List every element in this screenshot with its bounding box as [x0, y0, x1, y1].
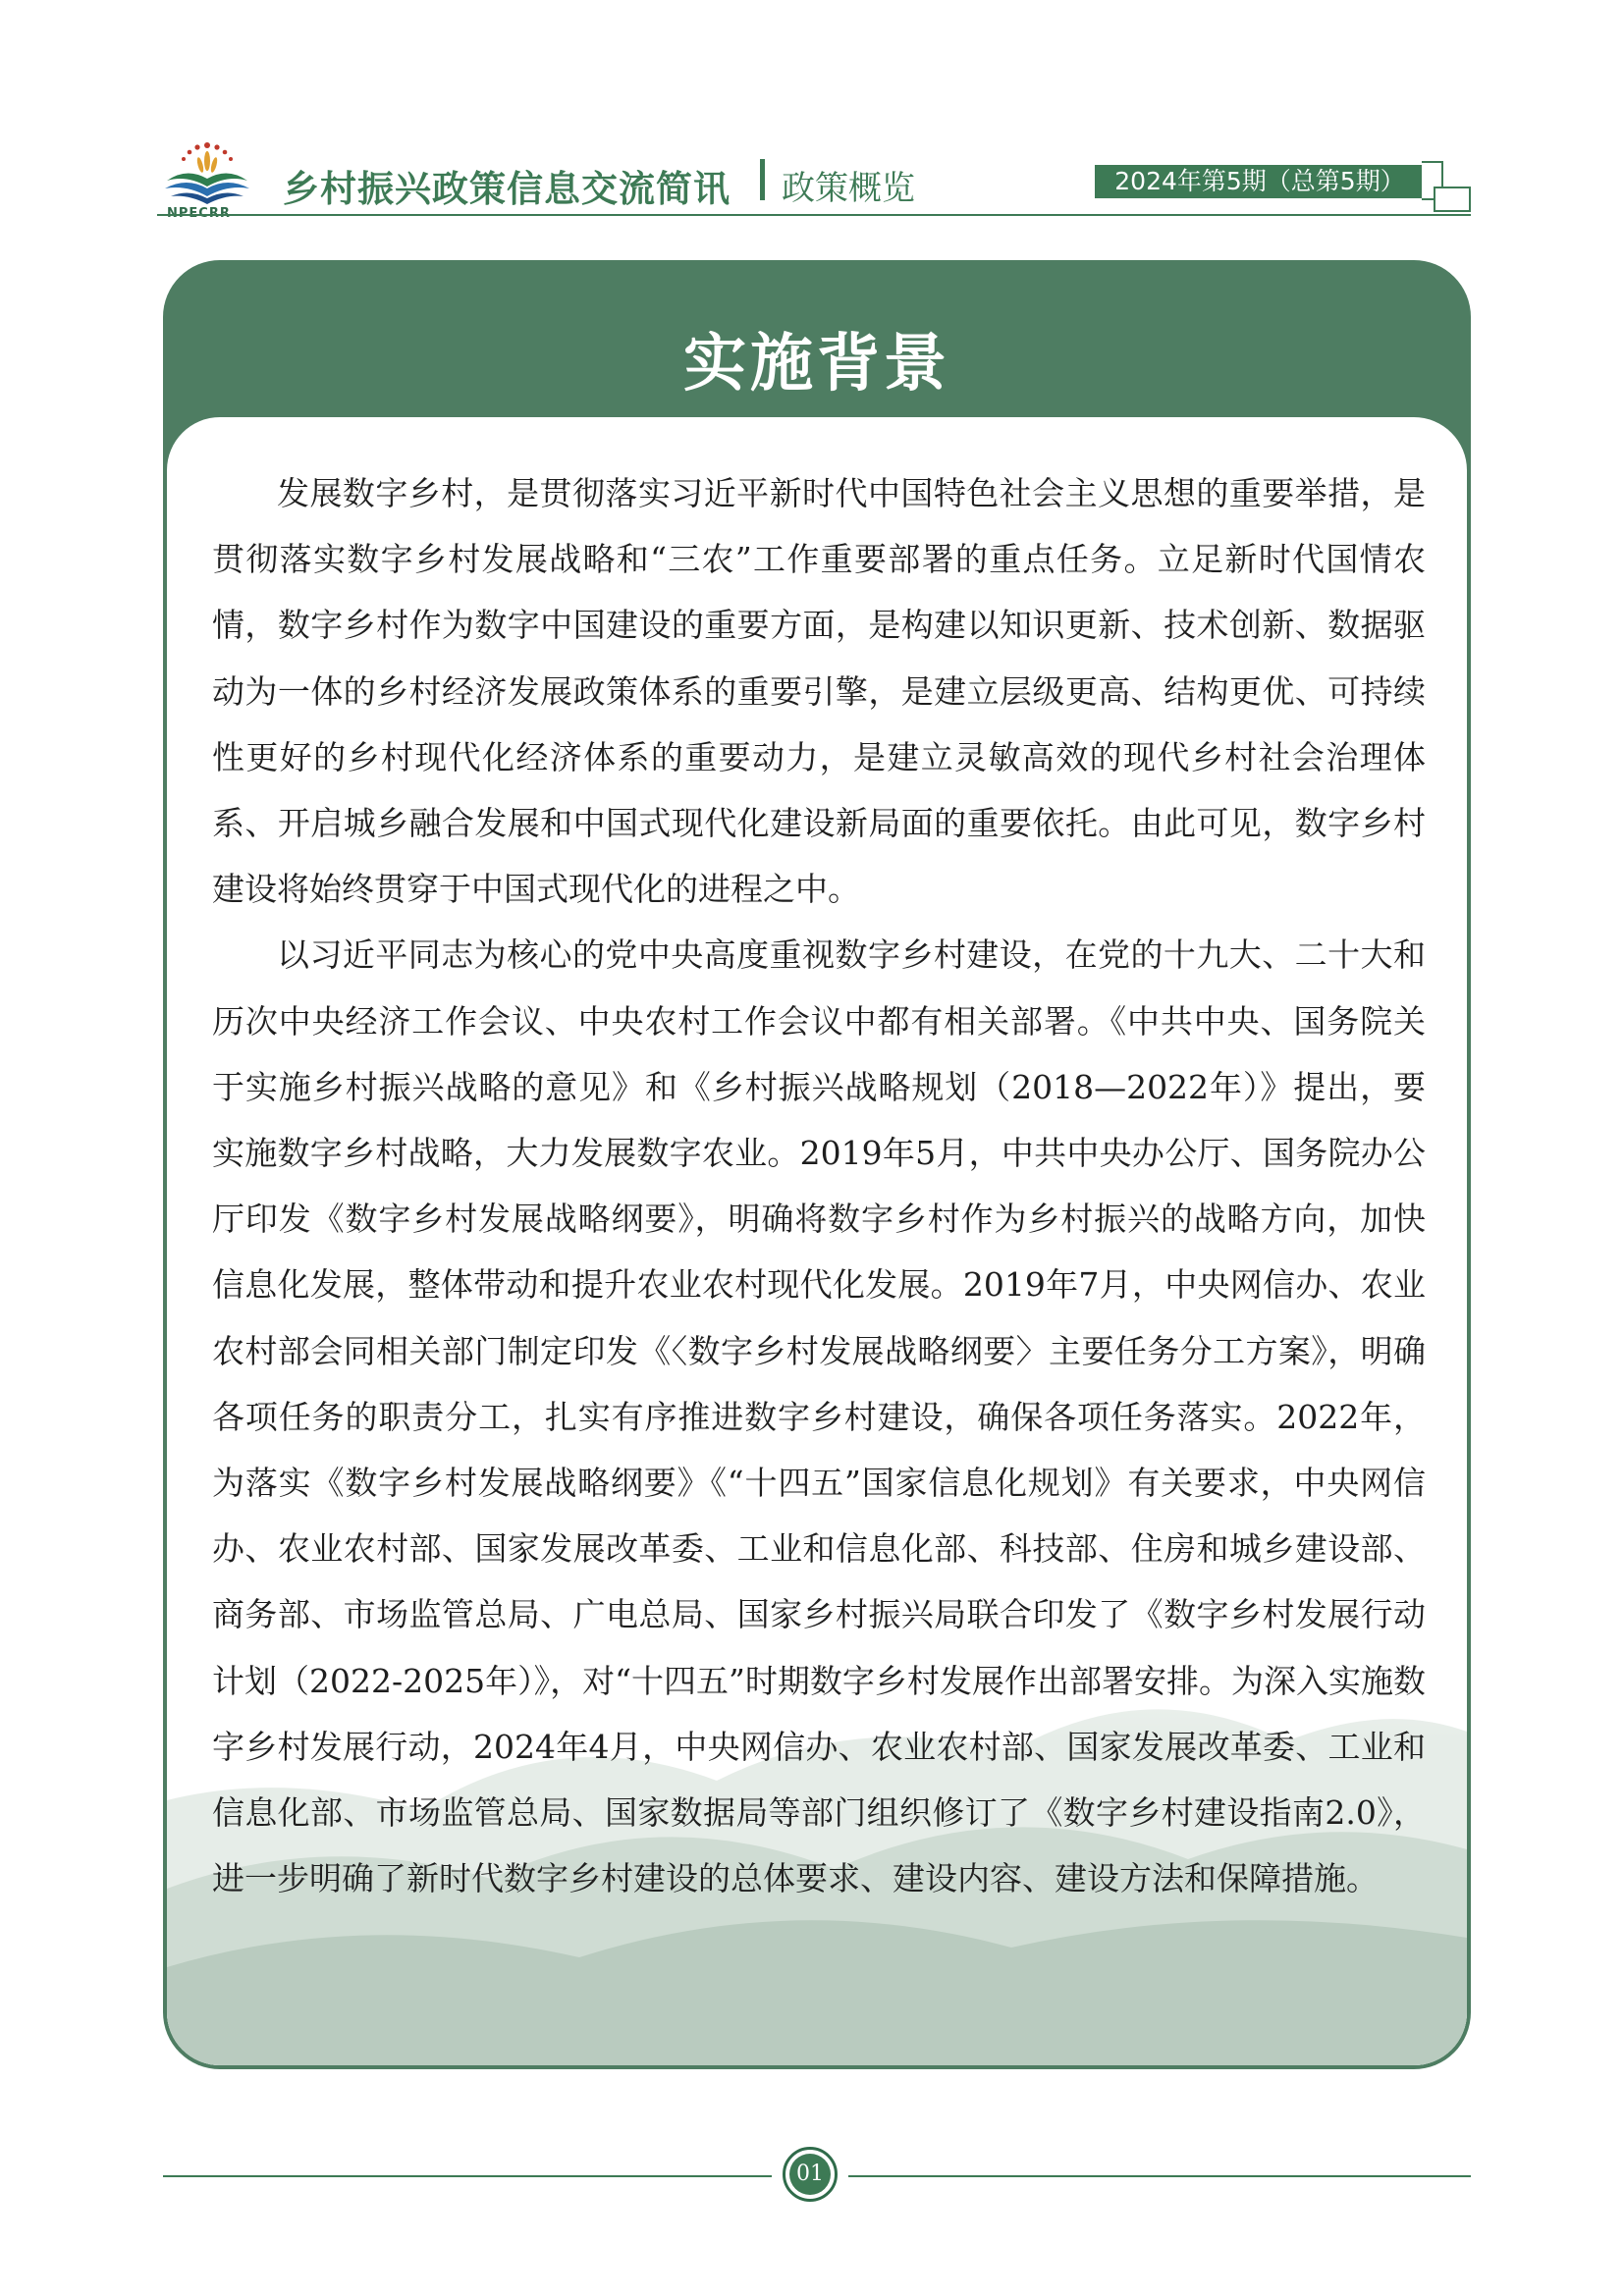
header-separator: [760, 159, 765, 200]
page-number: 01: [789, 2154, 831, 2195]
article-text: [212, 460, 1426, 1911]
publication-title: 乡村振兴政策信息交流简讯: [283, 168, 731, 210]
page-number-badge: [783, 2147, 838, 2202]
npecrr-logo: [157, 137, 257, 220]
panel-title: 实施背景: [683, 327, 950, 400]
header-divider: [157, 214, 1471, 216]
footer-divider-left: [163, 2175, 772, 2177]
paragraph: 以习近平同志为核心的党中央高度重视数字乡村建设，在党的十九大、二十大和历次中央经济工作会议、中央农村工作会议中都有相关部署。《中共中央、国务院关于实施乡村振兴战略的意见》和《乡村振兴战略规划（2018—2022年）》提出，要实施数字乡村战略，大力发展数字农业。2019年5月，中共中央办公厅、国务院办公厅印发《数字乡村发展战略纲要》，明确将数字乡村作为乡村振兴的战略方向，加快信息化发展，整体带动和提升农业农村现代化发展。2019年7月，中央网信办、农业农村部会同相关部门制定印发《〈数字乡村发展战略纲要〉主要任务分工方案》，明确各项任务的职责分工，扎实有序推进数字乡村建设，确保各项任务落实。2022年，为落实《数字乡村发展战略纲要》《“十四五”国家信息化规划》有关要求，中央网信办、农业农村部、国家发展改革委、工业和信息化部、科技部、住房和城乡建设部、商务部、市场监管总局、广电总局、国家乡村振兴局联合印发了《数字乡村发展行动计划（2022-2025年）》，对“十四五”时期数字乡村发展作出部署安排。为深入实施数字乡村发展行动，2024年4月，中央网信办、农业农村部、国家发展改革委、工业和信息化部、市场监管总局、国家数据局等部门组织修订了《数字乡村建设指南2.0》，进一步明确了新时代数字乡村建设的总体要求、建设内容、建设方法和保障措施。: [212, 935, 1426, 1898]
footer-divider-right: [848, 2175, 1471, 2177]
paragraph: 发展数字乡村，是贯彻落实习近平新时代中国特色社会主义思想的重要举措，是贯彻落实数字乡村发展战略和“三农”工作重要部署的重点任务。立足新时代国情农情，数字乡村作为数字中国建设的重要方面，是构建以知识更新、技术创新、数据驱动为一体的乡村经济发展政策体系的重要引擎，是建立层级更高、结构更优、可持续性更好的乡村现代化经济体系的重要动力，是建立灵敏高效的现代乡村社会治理体系、开启城乡融合发展和中国式现代化建设新局面的重要依托。由此可见，数字乡村建设将始终贯穿于中国式现代化的进程之中。: [212, 474, 1426, 909]
panel-body: [167, 417, 1467, 2065]
issue-badge: 2024年第5期（总第5期）: [1095, 165, 1425, 198]
section-label: 政策概览: [782, 169, 915, 208]
corner-decoration-box: [1434, 187, 1471, 212]
background-panel: [163, 260, 1471, 2069]
page-header: [157, 137, 1473, 216]
